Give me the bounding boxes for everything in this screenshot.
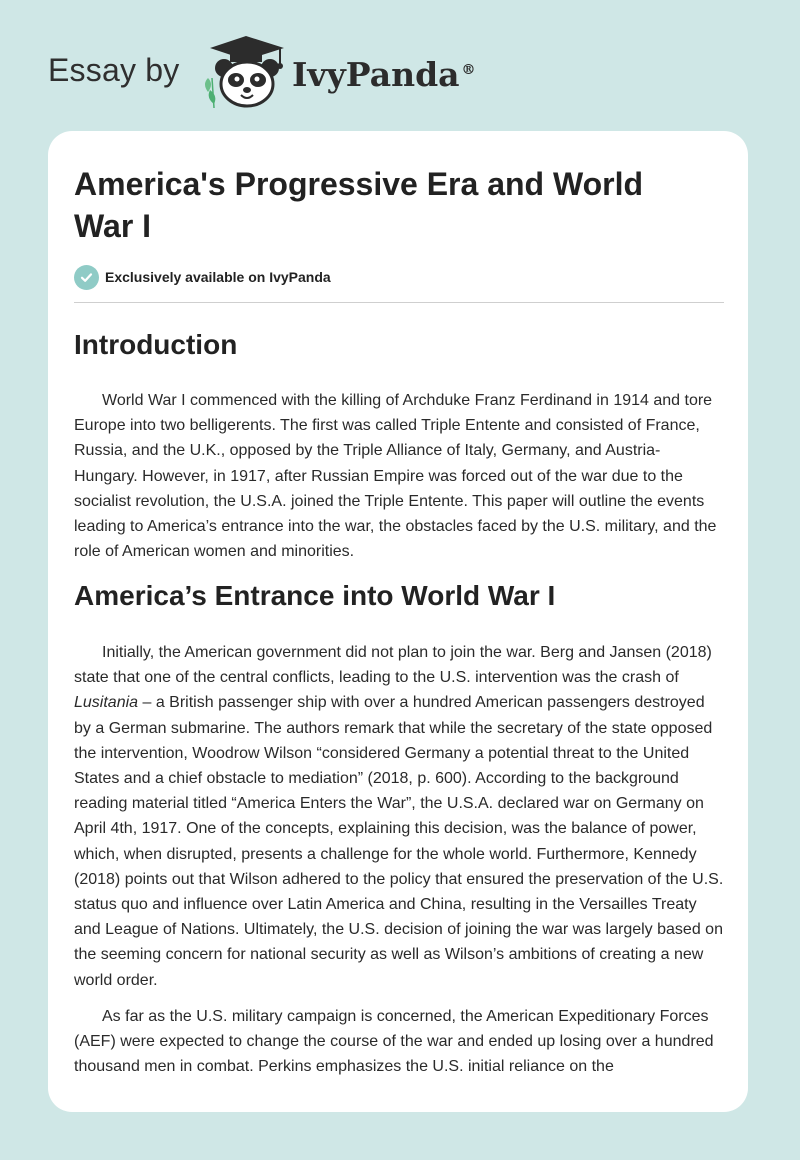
divider <box>74 302 724 303</box>
exclusive-badge <box>74 264 331 290</box>
paragraph-entrance-1-end: – a British passenger ship with over a hundred American passengers destroyed by a German submarine. The authors remark that while the secretary of the state opposed the intervention, Woodrow Wilson “considered Germany a potential threat to the United States and a chief obstacle to mediation” (2018, p. 600). According to the background reading material titled “America Enters the War”, the U.S.A. declared war on Germany on April 4th, 1917. One of the concepts, explaining this decision, was the balance of power, which, when disrupted, presents a challenge for the whole world. Furthermore, Kennedy (2018) points out that Wilson adhered to the policy that ensured the preservation of the U.S. status quo and influence over Latin America and China, resulting in the Versailles Treaty and League of Nations. Ultimately, the U.S. decision of joining the war was largely based on the seeming concern for national security as well as Wilson’s ambitions of creating a new world order. <box>74 694 724 989</box>
brand-name-text: IvyPanda <box>292 55 460 94</box>
section-heading-introduction: Introduction <box>74 329 238 360</box>
brand-name[interactable] <box>292 55 476 94</box>
registered-mark: ® <box>461 62 476 78</box>
panda-graduate-icon <box>200 34 296 110</box>
ship-name: Lusitania <box>74 694 139 712</box>
exclusive-label: Exclusively available on IvyPanda <box>105 269 331 285</box>
brand-prefix: Essay by <box>48 52 180 88</box>
section-heading-entrance: America’s Entrance into World War I <box>74 580 556 611</box>
essay-card <box>48 131 748 1112</box>
paragraph-intro: World War I commenced with the killing of Archduke Franz Ferdinand in 1914 and tore Europe into two belligerents. The first was called Triple Entente and consisted of France, Russia, and the U.K., opposed by the Triple Alliance of Italy, Germany, and Austria-Hungary. However, in 1917, after Russian Empire was forced out of the war due to the socialist revolution, the U.S.A. joined the Triple Entente. This paper will outline the events leading to America’s entrance into the war, the obstacles faced by the U.S. military, and the role of American women and minorities. <box>74 392 717 561</box>
paragraph-entrance-1-start: Initially, the American government did not plan to join the war. Berg and Jansen (2018) state that one of the central conflicts, leading to the U.S. intervention was the crash of <box>74 644 712 687</box>
paragraph-entrance-2: As far as the U.S. military campaign is concerned, the American Expeditionary Forces (AEF) were expected to change the course of the war and ended up losing over a hundred thousand men in combat. Perkins emphasizes the U.S. initial reliance on the <box>74 1008 714 1076</box>
check-circle-icon <box>74 265 99 290</box>
site-header <box>0 0 800 125</box>
page-title: America's Progressive Era and World War I <box>74 166 644 244</box>
paragraph-entrance-1 <box>74 640 724 993</box>
